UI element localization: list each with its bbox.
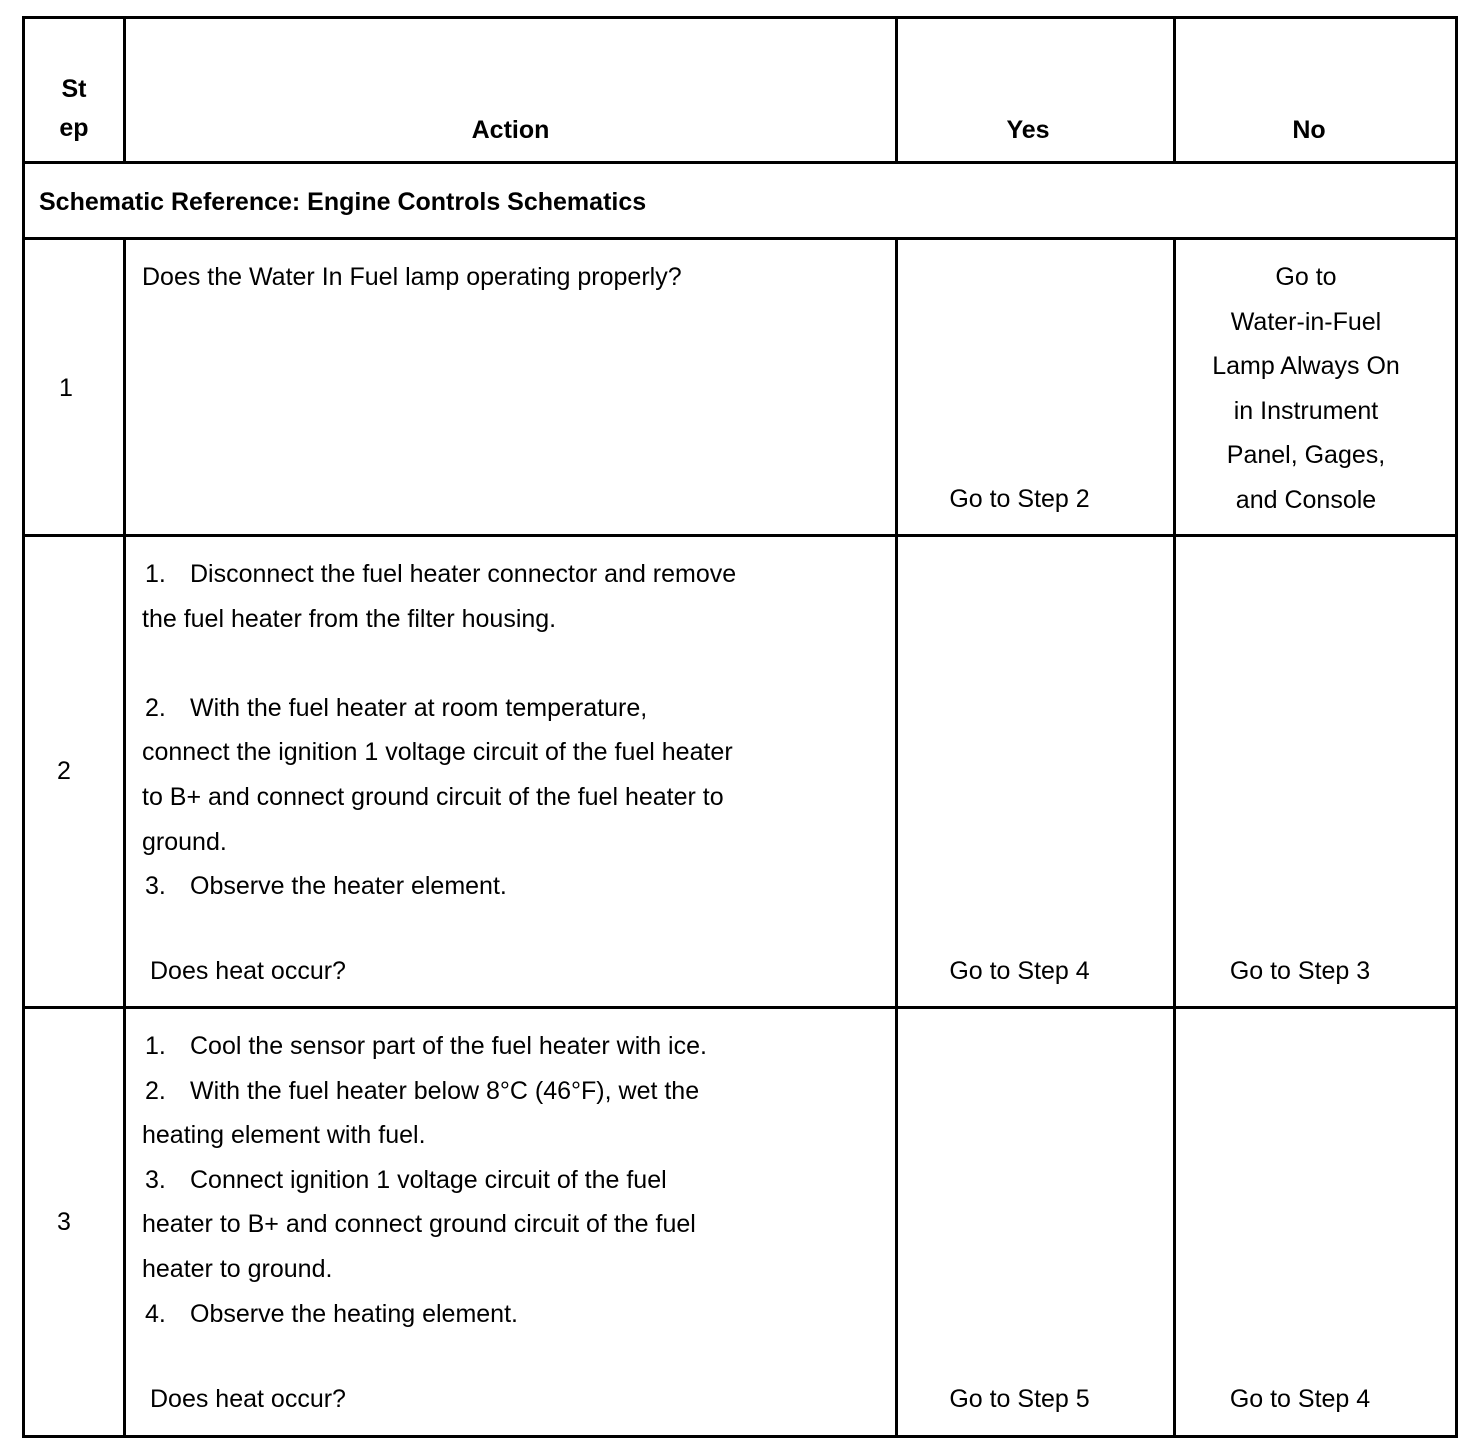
- action-steps: [142, 552, 887, 909]
- header-action: Action: [471, 116, 550, 144]
- action-step-text: ground.: [142, 827, 227, 856]
- row-divider-step1: [22, 534, 1458, 537]
- header-step-line1: St: [61, 75, 87, 103]
- spacer: [142, 641, 887, 686]
- step-number: 3: [57, 1208, 71, 1236]
- action-step-text: Observe the heater element.: [190, 872, 507, 901]
- action-step-text: With the fuel heater below 8°C (46°F), wet the: [190, 1076, 700, 1105]
- schematic-reference: Schematic Reference: Engine Controls Schematics: [39, 188, 647, 216]
- no-result-line: Water-in-Fuel: [1230, 307, 1382, 336]
- action-step-text: Observe the heating element.: [190, 1299, 518, 1328]
- action-step-text: heater to ground.: [142, 1254, 333, 1283]
- action-step-item: [142, 1024, 887, 1069]
- header-step-line2: ep: [59, 114, 89, 142]
- yes-result: Go to Step 2: [949, 485, 1090, 513]
- no-result-line: Lamp Always On: [1212, 352, 1400, 381]
- action-step-item: [142, 552, 887, 597]
- action-step-number: 2.: [145, 1076, 166, 1105]
- action-question: Does heat occur?: [150, 1385, 346, 1413]
- action-text: Does the Water In Fuel lamp operating properly?: [142, 263, 682, 291]
- action-step-text: heating element with fuel.: [142, 1121, 426, 1150]
- action-step-item: [142, 686, 887, 731]
- action-step-number: 4.: [145, 1299, 166, 1328]
- action-step-text: heater to B+ and connect ground circuit of the fuel: [142, 1210, 696, 1239]
- action-steps: [142, 1024, 887, 1336]
- action-step-number: 1.: [145, 1032, 166, 1060]
- action-step-text: to B+ and connect ground circuit of the fuel heater to: [142, 782, 724, 811]
- action-question: Does heat occur?: [150, 957, 346, 985]
- action-step-item: [142, 1158, 887, 1203]
- action-step-text: Disconnect the fuel heater connector and remove: [190, 560, 737, 588]
- no-result: Go to Step 4: [1229, 1385, 1371, 1413]
- action-step-number: 3.: [145, 872, 166, 901]
- action-step-text: Cool the sensor part of the fuel heater with ice.: [190, 1032, 707, 1060]
- row-divider-schematic: [22, 237, 1458, 240]
- no-result-line: Panel, Gages,: [1226, 441, 1386, 470]
- column-divider-action-body: [895, 237, 898, 1438]
- action-step-text: the fuel heater from the filter housing.: [142, 604, 557, 633]
- yes-result: Go to Step 4: [949, 957, 1090, 985]
- no-result-line: Go to: [1275, 263, 1337, 291]
- column-divider-step-body: [123, 237, 126, 1438]
- action-step-text: connect the ignition 1 voltage circuit of the fuel heater: [142, 738, 733, 767]
- step-number: 2: [57, 757, 71, 785]
- action-step-number: 3.: [145, 1165, 166, 1194]
- action-step-item: [142, 1069, 887, 1114]
- step-number: 1: [59, 374, 73, 402]
- action-step-item: [142, 864, 887, 909]
- action-step-text: With the fuel heater at room temperature,: [190, 693, 648, 722]
- action-step-number: 1.: [145, 560, 166, 588]
- header-no: No: [1292, 116, 1326, 144]
- header-yes: Yes: [1006, 116, 1050, 144]
- row-divider-step2: [22, 1006, 1458, 1009]
- action-step-text: Connect ignition 1 voltage circuit of the fuel: [190, 1165, 667, 1194]
- row-divider-header: [22, 161, 1458, 164]
- action-step-number: 2.: [145, 693, 166, 722]
- no-result-line: and Console: [1235, 485, 1377, 514]
- header-step: [25, 70, 123, 148]
- yes-result: Go to Step 5: [949, 1385, 1090, 1413]
- no-result: Go to Step 3: [1229, 957, 1371, 985]
- no-result: [1176, 255, 1436, 523]
- no-result-line: in Instrument: [1233, 396, 1379, 425]
- action-step-item: [142, 1292, 887, 1337]
